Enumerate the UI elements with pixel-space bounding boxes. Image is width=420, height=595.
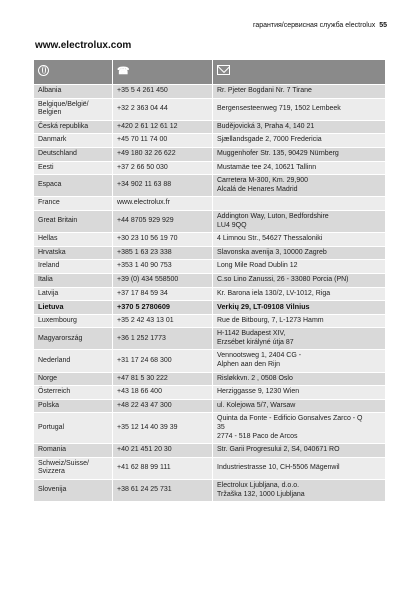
phone-cell: +37 17 84 59 34 [113,287,213,301]
globe-icon [38,65,49,76]
address-line: Alcalá de Henares Madrid [217,185,298,193]
country-cell: Great Britain [34,210,113,232]
address-line: Sjællandsgade 2, 7000 Fredericia [217,136,322,144]
table-row [34,120,386,134]
table-row [34,147,386,161]
address-line: 4 Limnou Str., 54627 Thessaloniki [217,235,323,243]
address-cell [213,273,386,287]
phone-icon: ☎ [117,65,130,77]
country-cell: Portugal [34,413,113,444]
page-header [253,22,387,29]
address-line: H-1142 Budapest XIV, [217,330,286,338]
table-row [34,350,386,372]
country-cell: France [34,197,113,211]
country-cell: Belgique/Belgiё/ Belgien [34,98,113,120]
table-row [34,273,386,287]
address-cell [213,98,386,120]
country-cell: Latvija [34,287,113,301]
country-cell: Nederland [34,350,113,372]
country-column-header [34,60,113,85]
phone-cell: +38 61 24 25 731 [113,480,213,502]
country-cell: Norge [34,372,113,386]
country-cell: Ireland [34,260,113,274]
address-cell [213,350,386,372]
address-line: Slavonska avenija 3, 10000 Zagreb [217,248,327,256]
address-line: Addington Way, Luton, Bedfordshire [217,212,329,220]
address-cell [213,134,386,148]
address-line: Electrolux Ljubljana, d.o.o. [217,482,300,489]
table-row [34,260,386,274]
phone-column-header [113,60,213,85]
phone-cell: +39 (0) 434 558500 [113,273,213,287]
address-line: Rue de Bitbourg, 7, L-1273 Hamm [217,316,324,324]
address-cell [213,480,386,502]
address-line: Kr. Barona iela 130/2, LV-1012, Riga [217,289,331,297]
phone-cell: +45 70 11 74 00 [113,134,213,148]
address-cell [213,399,386,413]
country-cell: Magyarország [34,328,113,350]
address-cell [213,210,386,232]
country-cell: Hrvatska [34,246,113,260]
country-cell: Danmark [34,134,113,148]
table-row [34,372,386,386]
address-line: Alphen aan den Rijn [217,361,281,369]
country-cell: Polska [34,399,113,413]
address-line: 2774 - 518 Paco de Arcos [217,432,298,440]
table-row [34,301,386,315]
phone-cell: +30 23 10 56 19 70 [113,233,213,247]
country-cell: Espaca [34,175,113,197]
address-cell [213,120,386,134]
table-body [34,85,386,502]
table-row [34,287,386,301]
address-line: Herziggasse 9, 1230 Wien [217,388,300,396]
phone-cell: +35 5 4 261 450 [113,85,213,99]
address-cell [213,85,386,99]
table-row [34,161,386,175]
address-column-header [213,60,386,85]
address-line: Risløkkvn. 2 , 0508 Oslo [217,374,293,382]
phone-cell: +43 18 66 400 [113,386,213,400]
address-cell [213,147,386,161]
service-contacts-table [33,59,386,502]
address-line: Muggenhofer Str. 135, 90429 Nürnberg [217,149,339,157]
phone-cell: +35 12 14 40 39 39 [113,413,213,444]
address-cell [213,287,386,301]
country-cell: Lietuva [34,301,113,315]
country-cell: Luxembourg [34,314,113,328]
address-line: Budějovická 3, Praha 4, 140 21 [217,122,315,130]
phone-cell: +48 22 43 47 300 [113,399,213,413]
phone-cell: +41 62 88 99 111 [113,457,213,479]
address-cell [213,246,386,260]
table-row [34,480,386,502]
country-cell: Česká republika [34,120,113,134]
phone-cell: +37 2 66 50 030 [113,161,213,175]
table-row [34,444,386,458]
page-number: 55 [379,22,387,29]
phone-cell: +420 2 61 12 61 12 [113,120,213,134]
address-line: Vennootsweg 1, 2404 CG - [217,352,302,360]
address-cell [213,372,386,386]
address-cell [213,314,386,328]
address-cell [213,197,386,211]
address-line: Mustamäe tee 24, 10621 Tallinn [217,163,317,171]
address-line: C.so Lino Zanussi, 26 - 33080 Porcia (PN) [217,275,349,283]
country-cell: Albania [34,85,113,99]
mail-icon [217,65,230,75]
address-cell [213,386,386,400]
address-line: Verkių 29, LT-09108 Vilnius [217,302,310,312]
country-cell: Slovenija [34,480,113,502]
table-row [34,85,386,99]
phone-cell: +34 902 11 63 88 [113,175,213,197]
address-line: Quinta da Fonte - Edificio Gonsalves Zarco - Q [217,415,363,423]
phone-cell: +31 17 24 68 300 [113,350,213,372]
country-cell: Hellas [34,233,113,247]
website-link[interactable]: www.electrolux.com [35,40,132,51]
phone-cell: +44 8705 929 929 [113,210,213,232]
address-line: Bergensesteenweg 719, 1502 Lembeek [217,104,341,112]
address-line: Erzsébet királyné útja 87 [217,338,294,346]
address-line: Str. Garii Progresului 2, S4, 040671 RO [217,446,340,454]
country-cell: Romania [34,444,113,458]
address-cell [213,260,386,274]
table-row [34,399,386,413]
address-line: Carretera M-300, Km. 29,900 [217,177,309,185]
phone-cell: www.electrolux.fr [113,197,213,211]
address-cell [213,161,386,175]
table-row [34,457,386,479]
country-cell: Italia [34,273,113,287]
phone-cell: +47 81 5 30 222 [113,372,213,386]
address-line: LU4 9QQ [217,221,247,229]
table-row [34,233,386,247]
country-cell: Schweiz/Suisse/ Svizzera [34,457,113,479]
phone-cell: +36 1 252 1773 [113,328,213,350]
table-row [34,328,386,350]
phone-cell: +353 1 40 90 753 [113,260,213,274]
address-cell [213,444,386,458]
country-cell: Eesti [34,161,113,175]
phone-cell: +49 180 32 26 622 [113,147,213,161]
table-row [34,210,386,232]
address-line: 35 [217,424,225,432]
phone-cell: +370 5 2780609 [113,301,213,315]
address-line: Rr. Pjeter Bogdani Nr. 7 Tirane [217,87,312,94]
table-row [34,246,386,260]
address-cell [213,175,386,197]
phone-cell: +385 1 63 23 338 [113,246,213,260]
address-cell [213,413,386,444]
address-line: Industriestrasse 10, CH-5506 Mägenwil [217,464,340,472]
address-cell [213,457,386,479]
phone-cell: +32 2 363 04 44 [113,98,213,120]
phone-cell: +40 21 451 20 30 [113,444,213,458]
section-title: гарантия/сервисная служба [252,22,344,29]
address-cell [213,233,386,247]
address-line: Long Mile Road Dublin 12 [217,262,298,270]
table-header-row [34,60,386,85]
address-cell [213,301,386,315]
table-row [34,386,386,400]
address-cell [213,328,386,350]
phone-cell: +35 2 42 43 13 01 [113,314,213,328]
country-cell: Österreich [34,386,113,400]
address-line: Tržaška 132, 1000 Ljubljana [217,490,305,498]
table-row [34,197,386,211]
table-row [34,98,386,120]
address-line: ul. Kolejowa 5/7, Warsaw [217,401,296,409]
table-row [34,413,386,444]
country-cell: Deutschland [34,147,113,161]
table-row [34,314,386,328]
table-row [34,134,386,148]
table-row [34,175,386,197]
brand-name: electrolux [345,22,376,29]
